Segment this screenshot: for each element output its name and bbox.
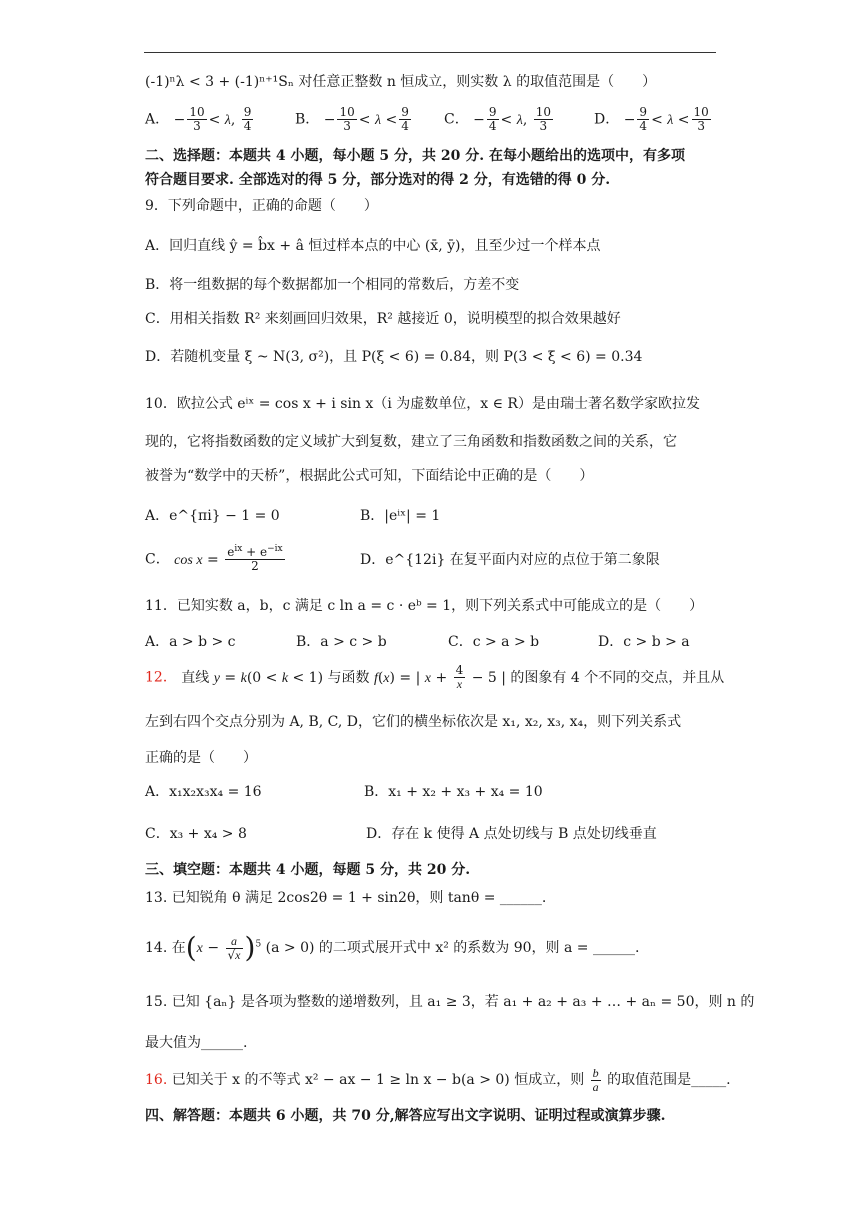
q16-text-a: 已知关于 x 的不等式 x² − ax − 1 ≥ ln x − b(a > 0) 恒成立，则 — [171, 1072, 585, 1088]
q14-tail: (a > 0) 的二项式展开式中 x² 的系数为 90，则 a = ______. — [265, 940, 640, 956]
q8-option-a-math: − $\frac{10}{3}$ < λ, $\frac{9}{4}$ — [173, 105, 252, 133]
q8-stem-text: (-1)ⁿλ < 3 + (-1)ⁿ⁺¹Sₙ 对任意正整数 n 恒成立，则实数 λ 的取值范围是（ ） — [145, 74, 657, 90]
q12-stem-math: 直线 y = k(0 < k < 1) 与函数 f(x) = | x + $\frac{4}{x}$ − 5 | 的图象有 4 个不同的交点，并且从 — [181, 663, 725, 691]
section3-heading: 三、填空题：本题共 4 小题，每题 5 分，共 20 分. — [145, 862, 471, 878]
q11-option-b[interactable]: B．a > c > b — [296, 634, 387, 650]
q14-math: 14. 在(x − $\frac{a}{√x}$ )$^5$ — [145, 931, 262, 964]
section4-heading: 四、解答题：本题共 6 小题，共 70 分,解答应写出文字说明、证明过程或演算步骤. — [145, 1108, 666, 1124]
q15-line1: 15. 已知 {aₙ} 是各项为整数的递增数列，且 a₁ ≥ 3，若 a₁ + a₂ + a₃ + … + aₙ = 50，则 n 的 — [145, 994, 755, 1010]
section2-heading-line2: 符合题目要求. 全部选对的得 5 分，部分选对的得 2 分，有选错的得 0 分. — [145, 172, 611, 188]
q11-option-c[interactable]: C．c > a > b — [448, 634, 540, 650]
q8-option-c[interactable]: C． − $\frac{9}{4}$ < λ, $\frac{10}{3}$ — [444, 106, 555, 133]
q10-option-d[interactable]: D．e^{12i} 在复平面内对应的点位于第二象限 — [360, 552, 660, 568]
q16-fraction-b-over-a: $\frac{b}{a}$ — [592, 1065, 599, 1094]
q8-option-a[interactable]: A． − $\frac{10}{3}$ < λ, $\frac{9}{4}$ — [145, 106, 255, 133]
q11-option-a[interactable]: A．a > b > c — [145, 634, 236, 650]
q8-option-b[interactable]: B． − $\frac{10}{3}$ < λ < $\frac{9}{4}$ — [295, 106, 413, 133]
q12-number: 12． — [145, 669, 177, 686]
q9-option-b[interactable]: B．将一组数据的每个数据都加一个相同的常数后，方差不变 — [145, 277, 520, 293]
q12-stem-line2: 左到右四个交点分别为 A, B, C, D，它们的横坐标依次是 x₁, x₂, x₃, x₄，则下列关系式 — [145, 714, 682, 730]
q9-option-d[interactable]: D．若随机变量 ξ ~ N(3, σ²)，且 P(ξ < 6) = 0.84，则 P(3 < ξ < 6) = 0.34 — [145, 349, 643, 365]
header-rule — [144, 52, 716, 53]
q11-option-d[interactable]: D．c > b > a — [598, 634, 690, 650]
q10-stem-line2: 现的，它将指数函数的定义域扩大到复数，建立了三角函数和指数函数之间的关系，它 — [145, 434, 677, 450]
q10-option-b[interactable]: B．|eⁱˣ| = 1 — [360, 508, 441, 524]
q12-option-a[interactable]: A．x₁x₂x₃x₄ = 16 — [145, 784, 262, 800]
q12-option-d[interactable]: D．存在 k 使得 A 点处切线与 B 点处切线垂直 — [366, 826, 657, 842]
q8-option-d[interactable]: D． − $\frac{9}{4}$ < λ < $\frac{10}{3}$ — [594, 106, 713, 133]
q10-option-c-math: cos x = $\frac{e^{ix} + e^{-ix}}{2}$ — [174, 544, 283, 573]
section2-heading-line1: 二、选择题：本题共 4 小题，每小题 5 分，共 20 分. 在每小题给出的选项中，有多项 — [145, 148, 685, 164]
q10-option-a[interactable]: A．e^{πi} − 1 = 0 — [145, 508, 280, 524]
q8-stem-tail — [145, 72, 656, 92]
q10-stem-line1: 10．欧拉公式 eⁱˣ = cos x + i sin x（i 为虚数单位，x ∈ R）是由瑞士著名数学家欧拉发 — [145, 396, 700, 412]
q12-option-c[interactable]: C．x₃ + x₄ > 8 — [145, 826, 247, 842]
q12-stem-line1 — [145, 664, 724, 691]
q8-option-b-math: − $\frac{10}{3}$ < λ < $\frac{9}{4}$ — [323, 105, 409, 133]
q13[interactable]: 13. 已知锐角 θ 满足 2cos2θ = 1 + sin2θ，则 tanθ = ______. — [145, 890, 547, 906]
q11-stem: 11．已知实数 a，b，c 满足 c ln a = c · eᵇ = 1，则下列关系式中可能成立的是（ ） — [145, 598, 704, 614]
q10-stem-line3: 被誉为“数学中的天桥”，根据此公式可知，下面结论中正确的是（ ） — [145, 468, 594, 484]
q16-text-b: 的取值范围是_____. — [607, 1072, 731, 1088]
q14[interactable] — [145, 930, 639, 966]
q10-option-c[interactable]: C． cos x = $\frac{e^{ix} + e^{-ix}}{2}$ — [145, 546, 287, 573]
q8-option-c-math: − $\frac{9}{4}$ < λ, $\frac{10}{3}$ — [473, 105, 551, 133]
q12-option-b[interactable]: B．x₁ + x₂ + x₃ + x₄ = 10 — [364, 784, 543, 800]
q9-option-a[interactable]: A．回归直线 ŷ = b̂x + â 恒过样本点的中心 (x̄, ȳ)，且至少过一个样本点 — [145, 238, 601, 254]
q16[interactable] — [145, 1060, 731, 1100]
q16-number: 16. — [145, 1072, 168, 1088]
q12-stem-line3: 正确的是（ ） — [145, 750, 257, 766]
q15-line2[interactable]: 最大值为______. — [145, 1035, 248, 1051]
q9-option-c[interactable]: C．用相关指数 R² 来刻画回归效果，R² 越接近 0，说明模型的拟合效果越好 — [145, 311, 621, 327]
q8-option-d-math: − $\frac{9}{4}$ < λ < $\frac{10}{3}$ — [623, 105, 709, 133]
q9-stem: 9．下列命题中，正确的命题（ ） — [145, 198, 378, 214]
